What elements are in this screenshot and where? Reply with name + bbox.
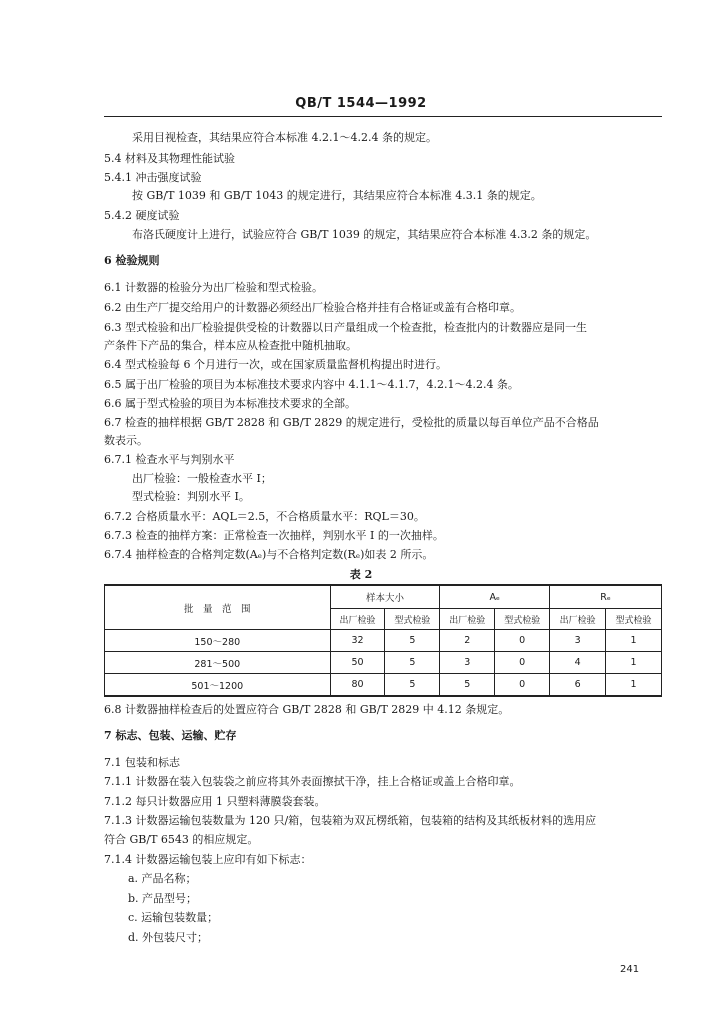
list-item: b. 产品型号； [128, 892, 198, 905]
table-cell: 1 [606, 652, 662, 674]
table-caption: 表 2 [349, 568, 373, 581]
sub-header-type: 型式检验 [606, 609, 662, 630]
body-line: 7.1.3 计数器运输包装数量为 120 只/箱，包装箱为双瓦楞纸箱，包装箱的结构及其纸板材料的选用应 [104, 814, 597, 827]
page-number: 241 [620, 964, 640, 975]
table-cell: 6 [550, 674, 606, 697]
body-line: 6.3 型式检验和出厂检验提供受检的计数器以日产量组成一个检查批，检查批内的计数器应是同一生 [104, 321, 587, 334]
sub-header-factory: 出厂检验 [330, 609, 385, 630]
header-rule [104, 116, 662, 117]
body-line: 布洛氏硬度计上进行，试验应符合 GB/T 1039 的规定，其结果应符合本标准 4.3.2 条的规定。 [132, 228, 597, 241]
sample-size-header: 样本大小 [330, 585, 440, 609]
sub-header-factory: 出厂检验 [440, 609, 495, 630]
section-heading: 5.4.2 硬度试验 [104, 209, 180, 222]
body-line: 7.1.2 每只计数器应用 1 只塑料薄膜袋套装。 [104, 795, 326, 808]
chapter-heading: 7 标志、包装、运输、贮存 [104, 729, 237, 742]
table-cell: 80 [330, 674, 385, 697]
table-row [105, 630, 662, 652]
table-cell: 5 [385, 652, 440, 674]
table-cell: 0 [495, 630, 550, 652]
table-cell: 281～500 [105, 652, 331, 674]
table-cell: 0 [495, 652, 550, 674]
table-cell: 50 [330, 652, 385, 674]
list-item: c. 运输包装数量； [128, 911, 219, 924]
table-cell: 5 [440, 674, 495, 697]
table-cell: 0 [495, 674, 550, 697]
sub-header-type: 型式检验 [495, 609, 550, 630]
table-cell: 4 [550, 652, 606, 674]
page-header: QB/T 1544—1992 [295, 96, 427, 111]
sub-header-factory: 出厂检验 [550, 609, 606, 630]
body-line: 6.4 型式检验每 6 个月进行一次，或在国家质量监督机构提出时进行。 [104, 358, 447, 371]
section-heading: 5.4 材料及其物理性能试验 [104, 152, 235, 165]
body-line: 6.5 属于出厂检验的项目为本标准技术要求内容中 4.1.1～4.1.7，4.2.1～4.2.4 条。 [104, 378, 519, 391]
body-line: 6.6 属于型式检验的项目为本标准技术要求的全部。 [104, 397, 356, 410]
body-line: 采用目视检查，其结果应符合本标准 4.2.1～4.2.4 条的规定。 [132, 131, 437, 144]
body-line: 产条件下产品的集合，样本应从检查批中随机抽取。 [104, 339, 357, 352]
table-cell: 32 [330, 630, 385, 652]
table-cell: 1 [606, 630, 662, 652]
table-row [105, 652, 662, 674]
body-line: 6.1 计数器的检验分为出厂检验和型式检验。 [104, 281, 323, 294]
table-cell: 3 [550, 630, 606, 652]
table-cell: 5 [385, 630, 440, 652]
re-header: Rₑ [550, 585, 662, 609]
body-line: 6.7 检查的抽样根据 GB/T 2828 和 GB/T 2829 的规定进行，受检批的质量以每百单位产品不合格品 [104, 416, 599, 429]
body-line: 6.7.2 合格质量水平：AQL＝2.5，不合格质量水平：RQL＝30。 [104, 510, 425, 523]
body-line: 按 GB/T 1039 和 GB/T 1043 的规定进行，其结果应符合本标准 4.3.1 条的规定。 [132, 189, 542, 202]
body-line: 6.8 计数器抽样检查后的处置应符合 GB/T 2828 和 GB/T 2829 中 4.12 条规定。 [104, 703, 510, 716]
body-line: 数表示。 [104, 434, 148, 447]
sub-header-type: 型式检验 [385, 609, 440, 630]
table-cell: 150～280 [105, 630, 331, 652]
body-line: 7.1.1 计数器在装入包装袋之前应将其外表面擦拭干净，挂上合格证或盖上合格印章。 [104, 775, 521, 788]
section-heading: 7.1 包装和标志 [104, 756, 180, 769]
list-item: a. 产品名称； [128, 872, 197, 885]
table-row [105, 674, 662, 697]
body-line: 6.7.3 检查的抽样方案：正常检查一次抽样，判别水平 Ⅰ 的一次抽样。 [104, 529, 444, 542]
section-heading: 6.7.1 检查水平与判别水平 [104, 453, 235, 466]
table-cell: 5 [385, 674, 440, 697]
table-cell: 501～1200 [105, 674, 331, 697]
body-line: 出厂检验：一般检查水平 Ⅰ； [132, 472, 272, 485]
batch-range-header: 批 量 范 围 [105, 585, 331, 630]
ac-header: Aₑ [440, 585, 550, 609]
body-line: 7.1.4 计数器运输包装上应印有如下标志： [104, 853, 312, 866]
sampling-table [104, 584, 662, 697]
list-item: d. 外包装尺寸； [128, 931, 209, 944]
body-line: 6.7.4 抽样检查的合格判定数(Aₑ)与不合格判定数(Rₑ)如表 2 所示。 [104, 548, 434, 561]
body-line: 6.2 由生产厂提交给用户的计数器必须经出厂检验合格并挂有合格证或盖有合格印章。 [104, 301, 521, 314]
section-heading: 5.4.1 冲击强度试验 [104, 171, 202, 184]
table-cell: 3 [440, 652, 495, 674]
table-cell: 2 [440, 630, 495, 652]
body-line: 型式检验：判别水平 Ⅰ。 [132, 490, 250, 503]
chapter-heading: 6 检验规则 [104, 254, 160, 267]
table-cell: 1 [606, 674, 662, 697]
body-line: 符合 GB/T 6543 的相应规定。 [104, 833, 259, 846]
